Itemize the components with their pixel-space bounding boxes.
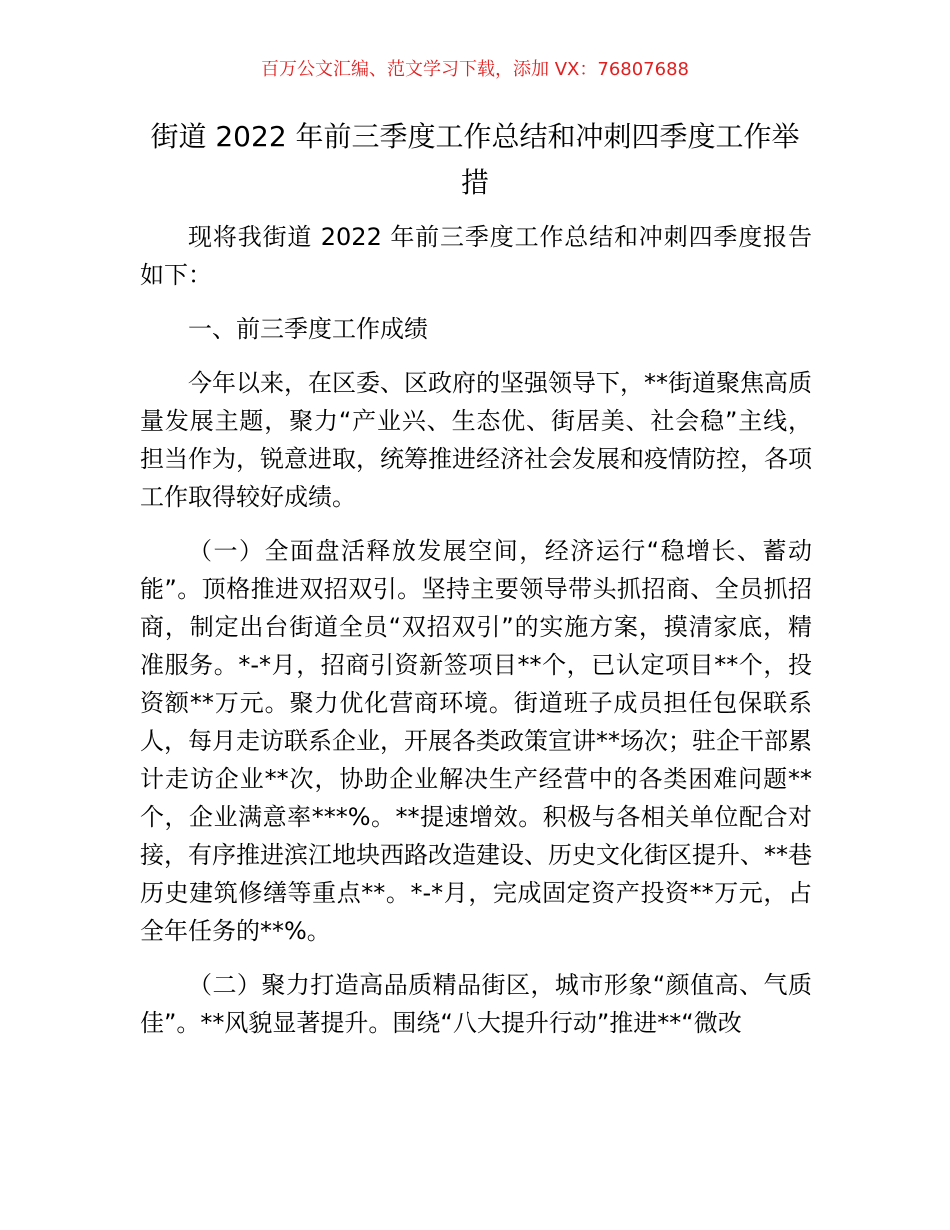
document-body <box>140 218 812 1058</box>
body-paragraph: （二）聚力打造高品质精品街区，城市形象“颜值高、气质佳”。**风貌显著提升。围绕“八大提升行动”推进**“微改 <box>140 971 812 1037</box>
document-title: 街道 2022 年前三季度工作总结和冲刺四季度工作举措 <box>150 120 800 199</box>
body-paragraph: （一）全面盘活释放发展空间，经济运行“稳增长、蓄动能”。顶格推进双招双引。坚持主要领导带头抓招商、全员抓招商，制定出台街道全员“双招双引”的实施方案，摸清家底，精准服务。*-*月，招商引资新签项目**个，已认定项目**个，投资额**万元。聚力优化营商环境。街道班子成员担任包保联系人，每月走访联系企业，开展各类政策宣讲**场次；驻企干部累计走访企业**次，协助企业解决生产经营中的各类困难问题**个，企业满意率***%。**提速增效。积极与各相关单位配合对接，有序推进滨江地块西路改造建设、历史文化街区提升、**巷历史建筑修缮等重点**。*-*月，完成固定资产投资**万元，占全年任务的**%。 <box>140 537 812 945</box>
header-promo-note: 百万公文汇编、范文学习下载，添加 VX：76807688 <box>261 59 689 80</box>
section-heading: 一、前三季度工作成绩 <box>188 315 428 343</box>
intro-paragraph: 现将我街道 2022 年前三季度工作总结和冲刺四季度报告如下： <box>140 223 812 289</box>
body-paragraph: 今年以来，在区委、区政府的坚强领导下，**街道聚焦高质量发展主题，聚力“产业兴、生态优、街居美、社会稳”主线，担当作为，锐意进取，统筹推进经济社会发展和疫情防控，各项工作取得较好成绩。 <box>140 369 812 511</box>
